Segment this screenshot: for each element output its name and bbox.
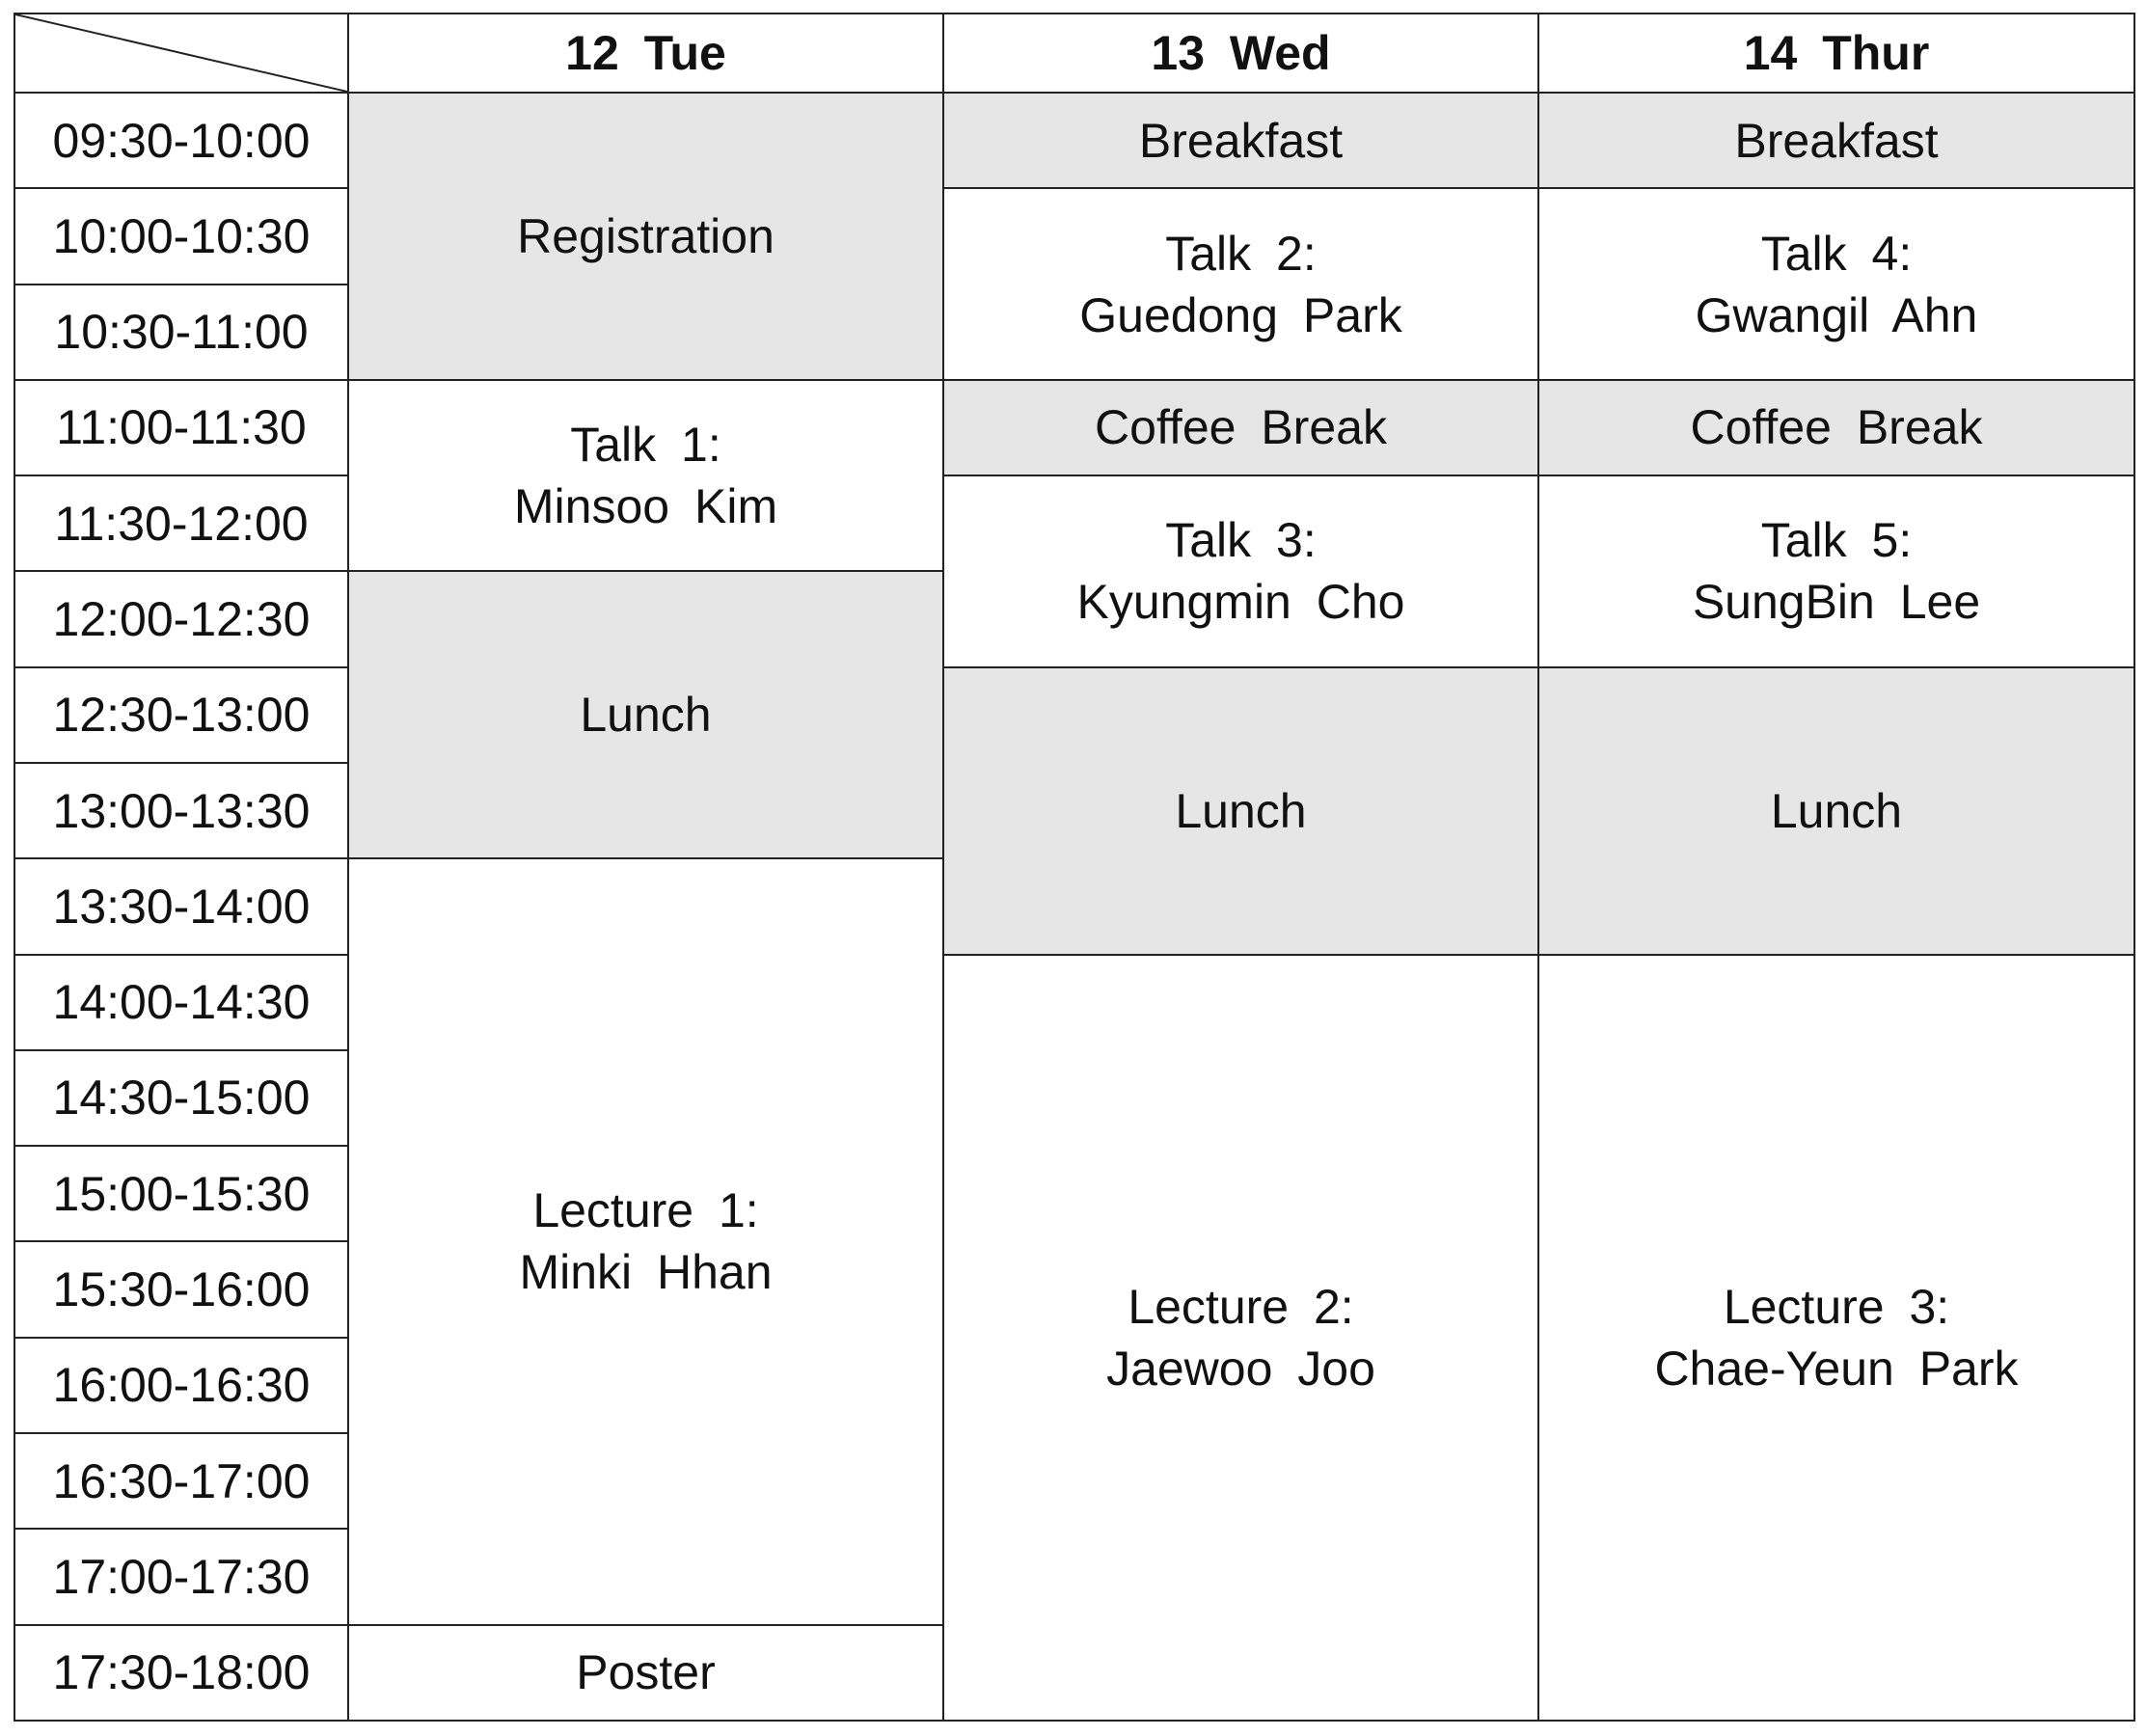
time-slot: 12:30-13:00: [14, 667, 348, 763]
time-row: [14, 93, 2134, 188]
wed-lecture2-block: [943, 955, 1538, 1721]
day-header-thu: 14 Thur: [1538, 14, 2134, 93]
time-slot: 15:30-16:00: [14, 1241, 348, 1337]
wed-coffee-break-block: Coffee Break: [943, 380, 1538, 475]
time-slot: 11:30-12:00: [14, 475, 348, 571]
session-title: Lecture 1:: [532, 1183, 759, 1238]
corner-cell: [14, 14, 348, 93]
time-slot: 10:00-10:30: [14, 188, 348, 284]
session-speaker: Guedong Park: [1079, 287, 1402, 342]
thu-talk4-block: [1538, 188, 2134, 380]
thu-talk5-block: [1538, 475, 2134, 667]
thu-lecture3-block: [1538, 955, 2134, 1721]
session-title: Talk 5:: [1760, 513, 1913, 568]
session-title: Talk 2:: [1165, 226, 1317, 281]
session-title: Talk 1:: [570, 418, 721, 473]
thu-coffee-break-block: Coffee Break: [1538, 380, 2134, 475]
time-slot: 13:30-14:00: [14, 858, 348, 954]
session-title: Talk 4:: [1760, 226, 1913, 281]
tue-poster-block: Poster: [348, 1625, 943, 1722]
time-slot: 14:30-15:00: [14, 1050, 348, 1146]
thu-lunch-block: Lunch: [1538, 667, 2134, 955]
time-row: [14, 955, 2134, 1050]
time-slot: 13:00-13:30: [14, 763, 348, 858]
session-speaker: Chae-Yeun Park: [1654, 1341, 2019, 1396]
time-slot: 09:30-10:00: [14, 93, 348, 188]
time-slot: 10:30-11:00: [14, 285, 348, 380]
tue-talk1-block: [348, 380, 943, 572]
session-speaker: Jaewoo Joo: [1106, 1341, 1375, 1396]
session-title: Talk 3:: [1165, 513, 1317, 568]
session-speaker: Gwangil Ahn: [1695, 287, 1978, 342]
session-speaker: Minki Hhan: [519, 1245, 773, 1300]
schedule-table: [14, 13, 2135, 1722]
day-header-wed: 13 Wed: [943, 14, 1538, 93]
session-speaker: Kyungmin Cho: [1076, 575, 1405, 630]
time-slot: 14:00-14:30: [14, 955, 348, 1050]
day-header-tue: 12 Tue: [348, 14, 943, 93]
session-title: Lecture 3:: [1723, 1279, 1950, 1334]
tue-lunch-block: Lunch: [348, 571, 943, 858]
wed-lunch-block: Lunch: [943, 667, 1538, 955]
time-slot: 15:00-15:30: [14, 1146, 348, 1241]
tue-registration-block: Registration: [348, 93, 943, 380]
time-row: [14, 188, 2134, 284]
header-row: [14, 14, 2134, 93]
session-speaker: Minsoo Kim: [513, 479, 778, 534]
wed-talk3-block: [943, 475, 1538, 667]
time-row: [14, 667, 2134, 763]
time-row: [14, 475, 2134, 571]
session-title: Lecture 2:: [1128, 1279, 1354, 1334]
diagonal-divider: [15, 14, 347, 92]
time-slot: 16:30-17:00: [14, 1433, 348, 1529]
tue-lecture1-block: [348, 858, 943, 1624]
session-speaker: SungBin Lee: [1692, 575, 1981, 630]
time-slot: 11:00-11:30: [14, 380, 348, 475]
thu-breakfast-block: Breakfast: [1538, 93, 2134, 188]
time-slot: 12:00-12:30: [14, 571, 348, 666]
time-slot: 17:30-18:00: [14, 1625, 348, 1722]
wed-talk2-block: [943, 188, 1538, 380]
wed-breakfast-block: Breakfast: [943, 93, 1538, 188]
time-slot: 16:00-16:30: [14, 1338, 348, 1433]
time-row: [14, 380, 2134, 475]
time-slot: 17:00-17:30: [14, 1529, 348, 1624]
